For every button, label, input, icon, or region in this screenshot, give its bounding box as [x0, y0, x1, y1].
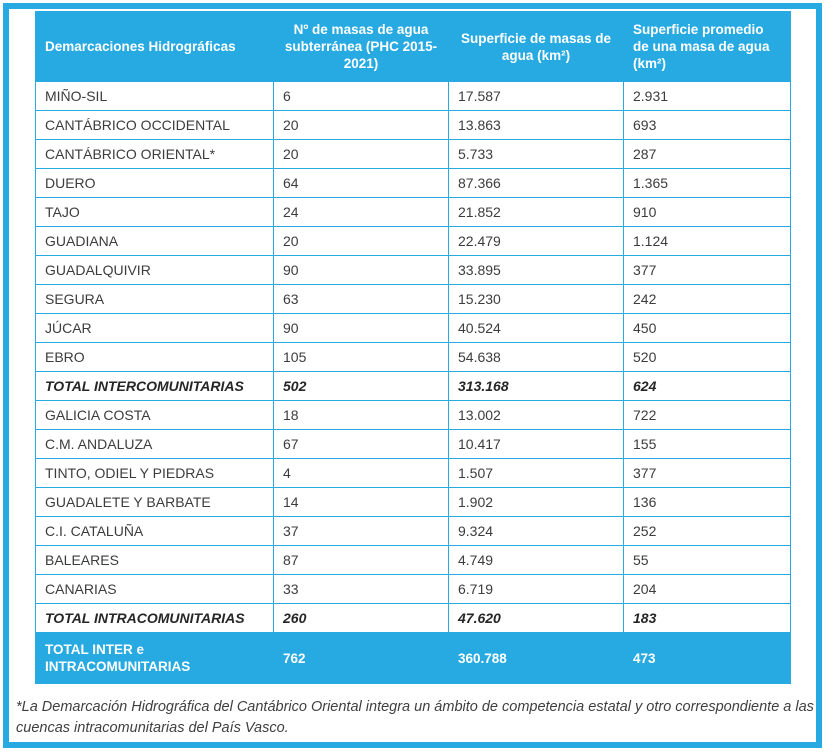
cell-promedio: 1.124	[624, 227, 791, 256]
cell-promedio: 183	[624, 604, 791, 633]
cell-demarcacion: TOTAL INTER e INTRACOMUNITARIAS	[36, 633, 274, 684]
cell-num-masas: 87	[274, 546, 449, 575]
cell-num-masas: 260	[274, 604, 449, 633]
cell-promedio: 204	[624, 575, 791, 604]
cell-superficie: 1.902	[449, 488, 624, 517]
cell-num-masas: 20	[274, 140, 449, 169]
cell-superficie: 15.230	[449, 285, 624, 314]
cell-num-masas: 24	[274, 198, 449, 227]
table-row	[36, 256, 791, 285]
cell-demarcacion: C.I. CATALUÑA	[36, 517, 274, 546]
cell-demarcacion: SEGURA	[36, 285, 274, 314]
cell-num-masas: 90	[274, 256, 449, 285]
cell-superficie: 13.863	[449, 111, 624, 140]
cell-superficie: 87.366	[449, 169, 624, 198]
footnote: *La Demarcación Hidrográfica del Cantábrico Oriental integra un ámbito de competencia estatal y otro correspondiente a las cuencas intracomunitarias del País Vasco.	[16, 699, 814, 736]
table-row	[36, 575, 791, 604]
cell-num-masas: 64	[274, 169, 449, 198]
table-row	[36, 140, 791, 169]
cell-num-masas: 14	[274, 488, 449, 517]
cell-demarcacion: C.M. ANDALUZA	[36, 430, 274, 459]
cell-demarcacion: DUERO	[36, 169, 274, 198]
cell-superficie: 360.788	[449, 633, 624, 684]
table-row	[36, 604, 791, 633]
cell-num-masas: 20	[274, 227, 449, 256]
table-row	[36, 546, 791, 575]
table-row	[36, 401, 791, 430]
cell-promedio: 377	[624, 459, 791, 488]
cell-promedio: 287	[624, 140, 791, 169]
cell-superficie: 33.895	[449, 256, 624, 285]
cell-superficie: 6.719	[449, 575, 624, 604]
cell-promedio: 1.365	[624, 169, 791, 198]
table-row	[36, 430, 791, 459]
table-row	[36, 517, 791, 546]
cell-num-masas: 502	[274, 372, 449, 401]
col-header-superficie-promedio: Superficie promedio de una masa de agua (km²)	[624, 12, 791, 82]
cell-num-masas: 90	[274, 314, 449, 343]
cell-superficie: 17.587	[449, 82, 624, 111]
cell-num-masas: 762	[274, 633, 449, 684]
cell-superficie: 22.479	[449, 227, 624, 256]
table-row	[36, 343, 791, 372]
table-row	[36, 227, 791, 256]
cell-demarcacion: CANARIAS	[36, 575, 274, 604]
cell-demarcacion: CANTÁBRICO OCCIDENTAL	[36, 111, 274, 140]
cell-promedio: 242	[624, 285, 791, 314]
cell-demarcacion: GALICIA COSTA	[36, 401, 274, 430]
cell-num-masas: 33	[274, 575, 449, 604]
cell-promedio: 722	[624, 401, 791, 430]
cell-promedio: 155	[624, 430, 791, 459]
table-row	[36, 198, 791, 227]
table-row	[36, 285, 791, 314]
cell-demarcacion: GUADALQUIVIR	[36, 256, 274, 285]
cell-demarcacion: TOTAL INTERCOMUNITARIAS	[36, 372, 274, 401]
cell-superficie: 313.168	[449, 372, 624, 401]
cell-promedio: 377	[624, 256, 791, 285]
table-row	[36, 111, 791, 140]
cell-promedio: 2.931	[624, 82, 791, 111]
cell-num-masas: 63	[274, 285, 449, 314]
cell-num-masas: 105	[274, 343, 449, 372]
cell-promedio: 473	[624, 633, 791, 684]
cell-demarcacion: TAJO	[36, 198, 274, 227]
cell-promedio: 520	[624, 343, 791, 372]
cell-demarcacion: TOTAL INTRACOMUNITARIAS	[36, 604, 274, 633]
cell-num-masas: 18	[274, 401, 449, 430]
cell-superficie: 1.507	[449, 459, 624, 488]
cell-superficie: 54.638	[449, 343, 624, 372]
col-header-demarcaciones: Demarcaciones Hidrográficas	[36, 12, 274, 82]
cell-superficie: 9.324	[449, 517, 624, 546]
cell-promedio: 624	[624, 372, 791, 401]
table-body	[36, 82, 791, 684]
cell-num-masas: 67	[274, 430, 449, 459]
table-row	[36, 82, 791, 111]
cell-superficie: 5.733	[449, 140, 624, 169]
cell-promedio: 55	[624, 546, 791, 575]
cell-promedio: 252	[624, 517, 791, 546]
col-header-num-masas: Nº de masas de agua subterránea (PHC 2015-2021)	[274, 12, 449, 82]
cell-promedio: 136	[624, 488, 791, 517]
cell-demarcacion: GUADALETE Y BARBATE	[36, 488, 274, 517]
cell-demarcacion: TINTO, ODIEL Y PIEDRAS	[36, 459, 274, 488]
cell-superficie: 4.749	[449, 546, 624, 575]
cell-demarcacion: GUADIANA	[36, 227, 274, 256]
cell-superficie: 21.852	[449, 198, 624, 227]
cell-num-masas: 4	[274, 459, 449, 488]
table-row	[36, 372, 791, 401]
cell-superficie: 13.002	[449, 401, 624, 430]
cell-num-masas: 6	[274, 82, 449, 111]
table-row	[36, 169, 791, 198]
cell-superficie: 10.417	[449, 430, 624, 459]
cell-superficie: 47.620	[449, 604, 624, 633]
cell-demarcacion: JÚCAR	[36, 314, 274, 343]
cell-num-masas: 37	[274, 517, 449, 546]
page-frame	[3, 3, 822, 748]
hydro-demarcations-table	[35, 11, 791, 684]
table-wrap	[35, 11, 792, 684]
cell-superficie: 40.524	[449, 314, 624, 343]
cell-promedio: 450	[624, 314, 791, 343]
cell-promedio: 693	[624, 111, 791, 140]
cell-num-masas: 20	[274, 111, 449, 140]
header-row	[36, 12, 791, 82]
cell-demarcacion: CANTÁBRICO ORIENTAL*	[36, 140, 274, 169]
table-row	[36, 459, 791, 488]
table-row	[36, 633, 791, 684]
col-header-superficie-masas: Superficie de masas de agua (km²)	[449, 12, 624, 82]
cell-demarcacion: MIÑO-SIL	[36, 82, 274, 111]
cell-promedio: 910	[624, 198, 791, 227]
cell-demarcacion: EBRO	[36, 343, 274, 372]
cell-demarcacion: BALEARES	[36, 546, 274, 575]
table-row	[36, 488, 791, 517]
table-row	[36, 314, 791, 343]
